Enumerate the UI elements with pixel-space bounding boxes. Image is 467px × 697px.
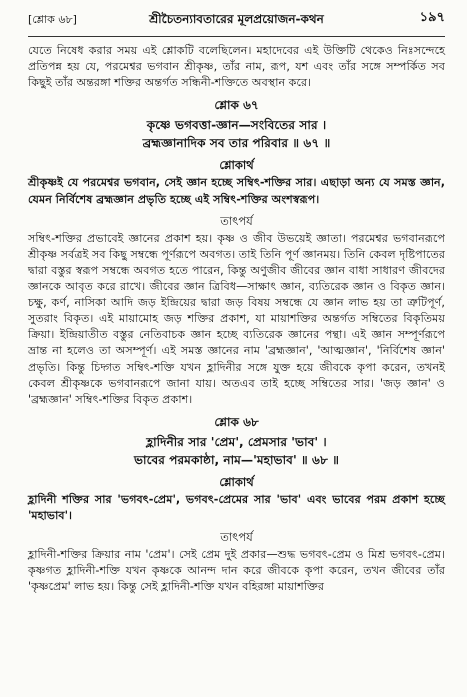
verse-68-translation: হ্লাদিনী শক্তির সার 'ভগবৎ-প্রেম', ভগবৎ-প্রেমের সার 'ভাব' এবং ভাবের পরম প্রকাশ হচ্ছে 'মহাভাব'। (28, 492, 445, 523)
verse-68-line-2: ভাবের পরমকাষ্ঠা, নাম—'মহাভাব' ॥ ৬৮ ॥ (133, 452, 340, 467)
page-number: ১৯৭ (419, 10, 445, 25)
verse-67-line-1: কৃষ্ণে ভগবত্তা-জ্ঞান—সংবিতের সার । (146, 118, 327, 133)
verse-67-line-2: ব্রহ্মজ্ঞানাদিক সব তার পরিবার ॥ ৬৭ ॥ (142, 136, 331, 151)
verse-67-translation-label: শ্লোকার্থ (219, 158, 254, 173)
verse-67-label: শ্লোক ৬৭ (214, 98, 259, 113)
verse-67-translation: শ্রীকৃষ্ণই যে পরমেশ্বর ভগবান, সেই জ্ঞান হচ্ছে সম্বিৎ-শক্তির সার। এছাড়া অন্য যে সমস্ত জ্ঞান, যেমন নির্বিশেষ ব্রহ্মজ্ঞান প্রভৃতি হচ্ছে এই সম্বিৎ-শক্তির অংশস্বরূপ। (28, 176, 445, 206)
verse-reference: [শ্লোক ৬৮] (28, 13, 77, 26)
running-title: শ্রীচৈতন্যাবতারের মূলপ্রয়োজন-কথন (149, 12, 324, 26)
page-header (28, 8, 445, 30)
verse-68-translation-label: শ্লোকার্থ (219, 474, 254, 489)
intro-paragraph: যেতে নিষেধ করার সময় এই শ্লোকটি বলেছিলেন। মহাদেবের এই উক্তিটি থেকেও নিঃসন্দেহে প্রতিপন্ন হয় যে, পরমেশ্বর ভগবান শ্রীকৃষ্ণ, তাঁর নাম, রূপ, যশ এবং তাঁর সঙ্গে সম্পর্কিত সব কিছুই তাঁর অন্তরঙ্গা শক্তির অন্তর্গত সন্ধিনী-শক্তিতে অবস্থান করে। (28, 44, 445, 90)
verse-68-purport-label: তাৎপর্য (220, 530, 253, 545)
header-rule (28, 36, 445, 37)
verse-68-purport: হ্লাদিনী-শক্তির ক্রিয়ার নাম 'প্রেম'। সেই প্রেম দুই প্রকার—শুদ্ধ ভগবৎ-প্রেম ও মিশ্র ভগবৎ-প্রেম। কৃষ্ণগত হ্লাদিনী-শক্তি যখন কৃষ্ণকে আনন্দ দান করে জীবকে কৃপা করেন, তখন জীবের তাঁর 'কৃষ্ণপ্রেম' লাভ হয়। কিন্তু সেই হ্লাদিনী-শক্তি যখন বহিরঙ্গা মায়াশক্তির (28, 548, 445, 594)
verse-68-line-1: হ্লাদিনীর সার 'প্রেম', প্রেমসার 'ভাব' । (146, 434, 327, 449)
verse-67-purport: সম্বিৎ-শক্তির প্রভাবেই জ্ঞানের প্রকাশ হয়। কৃষ্ণ ও জীব উভয়েই জ্ঞাতা। পরমেশ্বর ভগবানরূপে শ্রীকৃষ্ণ সর্বত্রই সব কিছু সম্বন্ধে পূর্ণরূপে অবগত। তাই তিনি পূর্ণ জ্ঞানময়। তিনি কেবল দৃষ্টিপাতের দ্বারা বস্তুর স্বরূপ সম্বন্ধে অবগত হতে পারেন, কিন্তু অণুজীব জীবের জ্ঞান বাধা সাধারণ জীবদের জ্ঞানকে আবৃত করে রাখে। জীবের জ্ঞান ত্রিবিধ—সাক্ষাৎ জ্ঞান, ব্যতিরেক জ্ঞান ও বিকৃত জ্ঞান। চক্ষু, কর্ণ, নাসিকা আদি জড় ইন্দ্রিয়ের দ্বারা জড় বিষয় সম্বন্ধে যে জ্ঞান লাভ হয় তা ত্রুটিপূর্ণ, সুতরাং বিকৃত। এই মায়ামোহ জড় শক্তির প্রকাশ, যা মায়াশক্তির অন্তর্গত সম্বিতের বিকৃতিময় ক্রিয়া। ইন্দ্রিয়াতীত বস্তুর নেতিবাচক জ্ঞান হচ্ছে ব্যতিরেক জ্ঞানের পন্থা। এই জ্ঞান সম্পূর্ণরূপে ভ্রান্ত না হলেও তা অসম্পূর্ণ। এই সমস্ত জ্ঞানের নাম 'ব্রহ্মজ্ঞান', 'আত্মজ্ঞান', 'নির্বিশেষ জ্ঞান' প্রভৃতি। কিন্তু চিদ্গত সম্বিৎ-শক্তি যখন হ্লাদিনীর সঙ্গে যুক্ত হয়ে জীবকে কৃপা করেন, তখনই কেবল শ্রীকৃষ্ণকে ভগবানরূপে জানা যায়। অতএব তাই হচ্ছে সম্বিতের সার। 'জড় জ্ঞান' ও 'ব্রহ্মজ্ঞান' সম্বিৎ-শক্তির বিকৃত প্রকাশ। (28, 231, 445, 406)
verse-67-purport-label: তাৎপর্য (220, 213, 253, 228)
verse-68-label: শ্লোক ৬৮ (214, 414, 259, 429)
